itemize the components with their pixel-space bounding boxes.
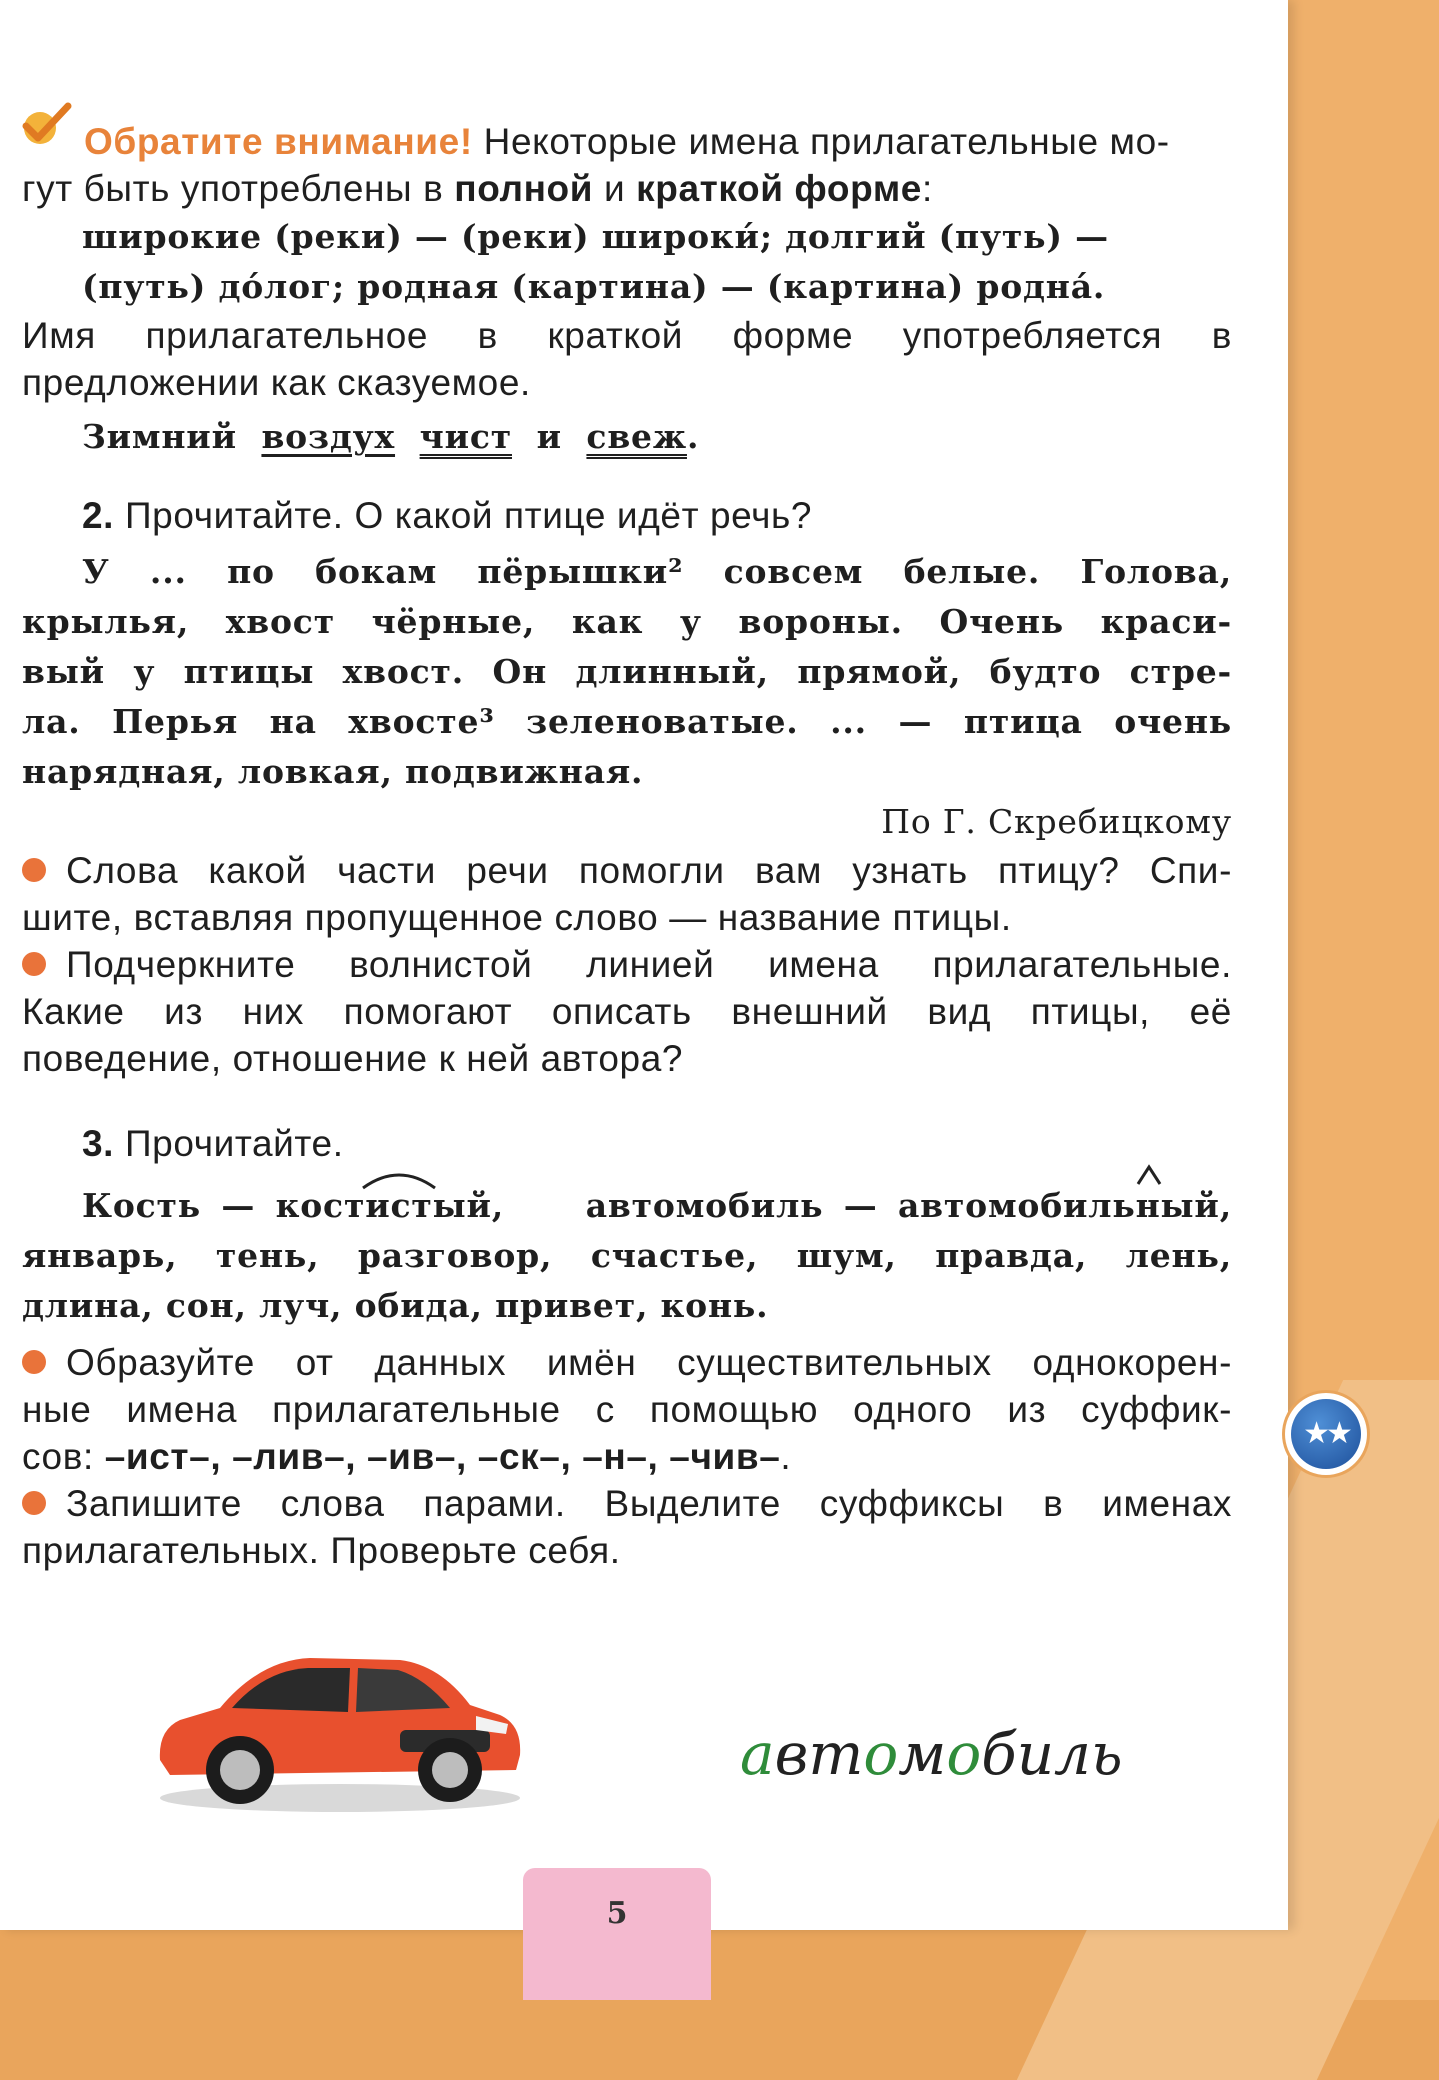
- page-number-tab: [523, 1868, 711, 2000]
- exercise-2: [22, 492, 1232, 1082]
- example-sentence: Зимний воздух чист и свеж.: [82, 417, 700, 456]
- note-text: Некоторые имена прилагательные мо-: [483, 121, 1170, 162]
- cursive-word: автомобиль: [740, 1720, 1123, 1788]
- suffix-list: –ист–, –лив–, –ив–, –ск–, –н–, –чив–: [104, 1436, 781, 1477]
- subject-word: воздух: [261, 417, 396, 456]
- car-illustration: [150, 1620, 530, 1820]
- reading-text-line: ла. Перья на хвосте³ зеленоватые. ... — птица очень: [22, 702, 1232, 741]
- note-text: гут быть употреблены в: [22, 168, 444, 209]
- page-number: 5: [606, 1896, 628, 1931]
- reading-text-line: У ... по бокам пёрышки² совсем белые. Голова,: [82, 552, 1232, 591]
- reading-text-line: крылья, хвост чёрные, как у вороны. Очень краси-: [22, 602, 1232, 641]
- exercise-3: 3. Прочитайте. Кость — кост истый, автомобиль — автомобиль ный, январь, тень, разговор, счастье, шум, правда, лень, длина, сон, луч, обида, привет, конь. Образуйте от данных имён существительных однокорен- ные имена прилагательные с помощью одного из суффик- сов: –ист–, –лив–, –ив–, –ск–, –н–, –чив–. Запишите слова парами. Выделите суффиксы в именах прилагательных. Проверьте себя.: [22, 1120, 1232, 1574]
- suffix-arc-icon: [361, 1168, 437, 1190]
- word-list-line: Кость — кост истый, автомобиль — автомобиль ный,: [22, 1181, 1232, 1231]
- example-line: широкие (реки) — (реки) широки́; долгий (путь) —: [82, 217, 1109, 256]
- exercise-instruction: Прочитайте.: [124, 1123, 344, 1164]
- exercise-number: 3.: [82, 1123, 115, 1164]
- author-credit: По Г. Скребицкому: [881, 802, 1232, 841]
- task-text: Какие из них помогают описать внешний вид птицы, её: [22, 991, 1232, 1032]
- example-line: (путь) до́лог; родная (картина) — (картина) родна́.: [82, 267, 1106, 306]
- rule-line: предложении как сказуемое.: [22, 362, 531, 403]
- word-list-line: длина, сон, луч, обида, привет, конь.: [22, 1286, 769, 1325]
- reading-text-line: нарядная, ловкая, подвижная.: [22, 752, 644, 791]
- bullet-icon: [22, 1491, 46, 1515]
- predicate-word: свеж: [586, 417, 687, 456]
- predicate-word: чист: [419, 417, 512, 456]
- suffix-marked: ист: [365, 1186, 432, 1225]
- bullet-icon: [22, 858, 46, 882]
- suffix-marked: н: [1136, 1186, 1161, 1225]
- note-block: [22, 118, 1232, 462]
- task-text: Образуйте от данных имён существительных однокорен-: [66, 1342, 1232, 1383]
- page-content: [22, 118, 1232, 1574]
- rule-line: Имя прилагательное в краткой форме употребляется в: [22, 315, 1232, 356]
- bullet-icon: [22, 952, 46, 976]
- bullet-icon: [22, 1350, 46, 1374]
- reading-text-line: вый у птицы хвост. Он длинный, прямой, будто стре-: [22, 652, 1232, 691]
- word-list-line: январь, тень, разговор, счастье, шум, правда, лень,: [22, 1236, 1232, 1275]
- task-text: сов:: [22, 1436, 94, 1477]
- task-text: шите, вставляя пропущенное слово — название птицы.: [22, 897, 1012, 938]
- task-text: ные имена прилагательные с помощью одного из суффик-: [22, 1389, 1232, 1430]
- task-text: Запишите слова парами. Выделите суффиксы в именах: [66, 1483, 1232, 1524]
- task-text: прилагательных. Проверьте себя.: [22, 1530, 621, 1571]
- note-text: и: [603, 168, 626, 209]
- exercise-number: 2.: [82, 495, 115, 536]
- stars-icon: ★★: [1285, 1393, 1367, 1475]
- note-title: Обратите внимание!: [84, 121, 473, 162]
- exercise-instruction: Прочитайте. О какой птице идёт речь?: [124, 495, 813, 536]
- note-text: :: [921, 168, 933, 209]
- note-emphasis: полной: [454, 168, 594, 209]
- task-text: поведение, отношение к ней автора?: [22, 1038, 684, 1079]
- task-text: Слова какой части речи помогли вам узнать птицу? Спи-: [66, 850, 1232, 891]
- suffix-arc-icon: [1136, 1164, 1162, 1186]
- task-text: Подчеркните волнистой линией имена прилагательные.: [66, 944, 1232, 985]
- note-emphasis: краткой форме: [636, 168, 922, 209]
